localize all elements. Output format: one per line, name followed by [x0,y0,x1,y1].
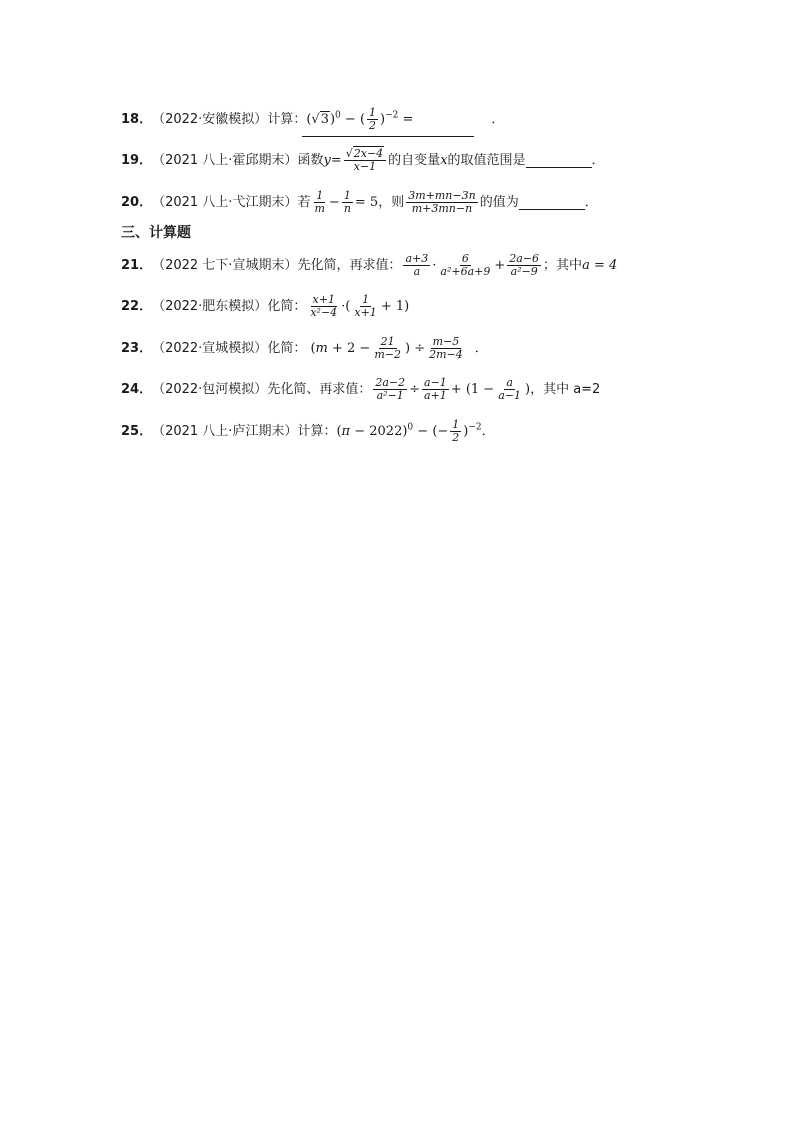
fraction: $\frac{1}{x+1}$ [354,293,377,319]
fraction: $\frac{1}{m}$ [314,189,325,215]
answer-blank [302,136,474,137]
question-25: 25． （2021 八上·庐江期末） 计算： $(\pi - 2022)^0$ − (− $\frac{1}{2}$ )$^{-2}$ ． [121,418,495,444]
end-mark: ． [591,152,605,168]
fraction: $\frac{1}{2}$ [452,418,460,444]
question-23: 23． （2022·宣城模拟） 化简： (m + 2 − $\frac{21}{m-2}$ ) ÷ $\frac{m-5}{2m-4}$ ． [121,335,488,361]
end-mark: ． [474,340,488,356]
answer-blank [519,195,585,210]
question-number: 23． [121,340,153,356]
question-24: 24． （2022·包河模拟） 先化简、再求值： $\frac{2a-2}{\text{a²−1}}$ ÷ $\frac{a-1}{a+1}$ + (1 − $\frac{a}{a-1}$ ) ，其中 a=2 [121,376,601,402]
fraction: $\frac{m-5}{2m-4}$ [429,335,463,361]
fraction: $\frac{2a-6}{\text{a²−9}}$ [509,252,540,278]
question-source: （2022·宣城模拟） [152,340,268,356]
question-text: 函数 [297,152,324,168]
fraction: $\frac{√2x-4}{x-1}$ [344,148,386,173]
answer-blank [526,153,592,168]
question-text: 计算： [267,111,307,127]
fraction: $\frac{3m+mn-3n}{m+3mn-n}$ [408,189,476,215]
fraction: $\frac{1}{n}$ [343,189,351,215]
fraction: $\frac{6}{\text{a²+6a+9}}$ [440,252,491,278]
question-number: 21． [121,257,153,273]
fraction: $\frac{x+1}{\text{x²−4}}$ [310,293,338,319]
end-mark: ． [584,194,598,210]
end-mark: ． [481,423,495,439]
fraction: $\frac{a+3}{a}$ [405,252,429,278]
question-21: 21． （2022 七下·宣城期末） 先化简，再求值： $\frac{a+3}{a}$ · $\frac{6}{\text{a²+6a+9}}$ + $\frac{2a-6}{\text{a²−9}}$ ；其中 a = 4 [121,252,618,278]
question-number: 20． [121,194,153,210]
question-number: 22． [121,298,153,314]
question-source: （2022·安徽模拟） [152,111,268,127]
question-19: 19． （2021 八上·霍邱期末） 函数 y = $\frac{√2x-4}{x-1}$ 的自变量 x 的取值范围是 ． [121,147,605,173]
question-22: 22． （2022·肥东模拟） 化简： $\frac{x+1}{\text{x²−4}}$ ·( $\frac{1}{x+1}$ + 1) [121,293,410,319]
end-mark: ． [491,111,505,127]
math-expression: $(√3)^0$ − ( [306,110,366,127]
question-source: （2022 七下·宣城期末） [152,257,298,273]
fraction: $\frac{a}{a-1}$ [498,376,521,402]
section-heading: 三、计算题 [121,225,191,241]
question-source: （2021 八上·弋江期末） [152,194,298,210]
fraction: $\frac{1}{2}$ [369,106,377,132]
question-20: 20． （2021 八上·弋江期末） 若 $\frac{1}{m}$ − $\frac{1}{n}$ = 5 ，则 $\frac{3m+mn-3n}{m+3mn-n}$ 的值为 ． [121,189,598,215]
question-number: 19． [121,152,153,168]
question-number: 18． [121,111,153,127]
fraction: $\frac{a-1}{a+1}$ [424,376,447,402]
question-source: （2021 八上·霍邱期末） [152,152,298,168]
question-source: （2022·包河模拟） [152,381,268,397]
question-source: （2021 八上·庐江期末） [152,423,298,439]
fraction: $\frac{21}{m-2}$ [374,335,401,361]
question-source: （2022·肥东模拟） [152,298,268,314]
question-18: 18． （2022·安徽模拟） 计算： $(√3)^0$ − ( $\frac{1}{2}$ )$^{-2}$ = ． [121,106,505,132]
question-number: 25． [121,423,153,439]
fraction: $\frac{2a-2}{\text{a²−1}}$ [375,376,406,402]
question-number: 24． [121,381,153,397]
